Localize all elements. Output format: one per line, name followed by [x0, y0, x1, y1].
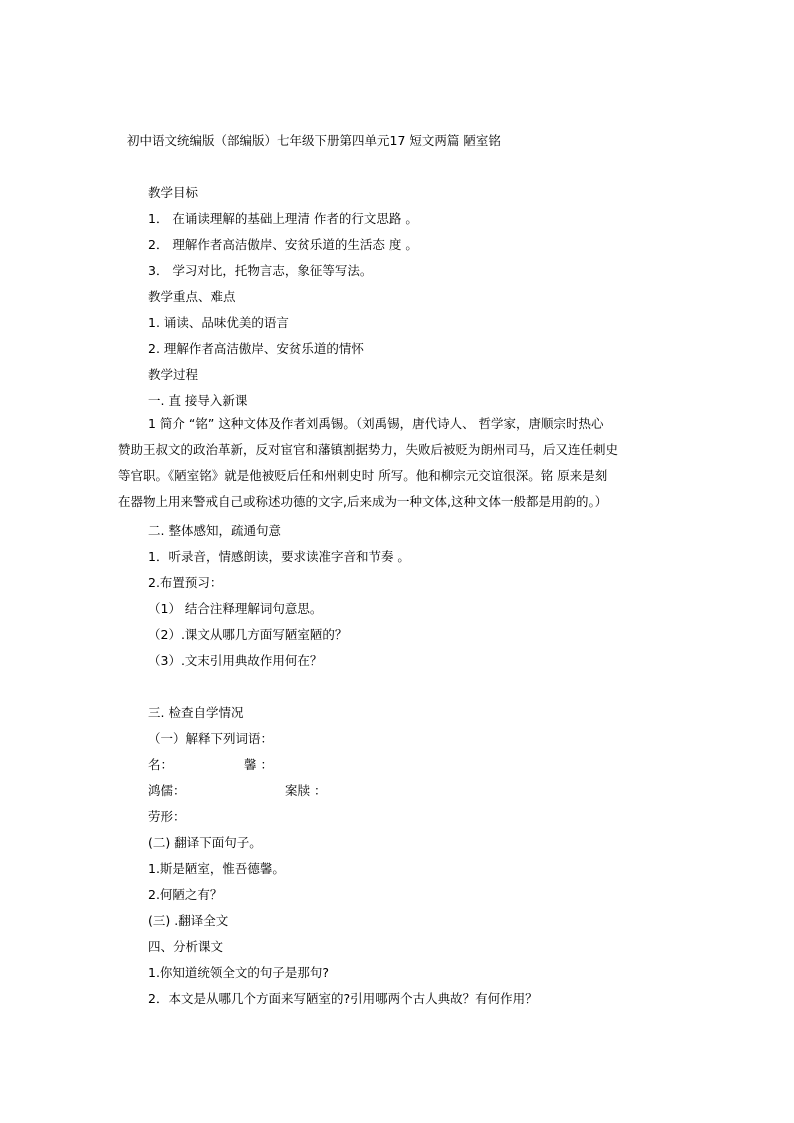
key-points-heading: 教学重点、难点: [148, 289, 236, 304]
sentence-1: 1.斯是陋室，惟吾德馨。: [148, 861, 285, 876]
step1-heading: 一. 直 接导入新课: [148, 393, 248, 408]
goal-item-3: 3． 学习对比，托物言志，象征等写法。: [148, 263, 373, 278]
term-xin: 馨 ：: [244, 757, 273, 772]
step4-heading: 四、分析课文: [148, 939, 224, 954]
key-point-1: 1. 诵读、品味优美的语言: [148, 315, 289, 330]
step4-item-2: 2．本文是从哪几个方面来写陋室的?引用哪两个古人典故？有何作用？: [148, 991, 538, 1006]
step2-subitem-2: （2）.课文从哪几方面写陋室陋的？: [148, 627, 348, 642]
intro-line: 在器物上用来警戒自己或称述功德的文字,后来成为一种文体,这种文体一般都是用韵的。）: [118, 494, 608, 509]
step4-item-1: 1.你知道统领全文的句子是那句?: [148, 965, 330, 980]
step2-item-2: 2.布置预习：: [148, 575, 223, 590]
document-title: 初中语文统编版（部编版）七年级下册第四单元17 短文两篇 陋室铭: [127, 133, 501, 148]
step3-item-1: （一）解释下列词语：: [148, 731, 274, 746]
sentence-2: 2.何陋之有？: [148, 887, 223, 902]
process-heading: 教学过程: [148, 367, 199, 382]
key-point-2: 2. 理解作者高洁傲岸、安贫乐道的情怀: [148, 341, 364, 356]
step2-subitem-3: （3）.文末引用典故作用何在？: [148, 653, 323, 668]
term-andu: 案牍 ：: [285, 783, 327, 798]
step2-subitem-1: （1） 结合注释理解词句意思。: [148, 601, 323, 616]
term-hongru: 鸿儒：: [148, 783, 186, 798]
step3-item-2: (二) 翻译下面句子。: [148, 835, 262, 850]
term-laoxing: 劳形：: [148, 809, 186, 824]
intro-paragraph: [118, 411, 698, 515]
term-ming: 名：: [148, 757, 174, 772]
intro-line: 等官职。《陋室铭》就是他被贬后任和州刺史时 所写。他和柳宗元交谊很深。铭 原来是刻: [118, 468, 608, 483]
goals-heading: 教学目标: [148, 185, 199, 200]
step3-heading: 三. 检查自学情况: [148, 705, 244, 720]
intro-line: 1 简介 “铭” 这种文体及作者刘禹锡。（刘禹锡，唐代诗人、 哲学家，唐顺宗时热心: [148, 416, 604, 431]
step2-item-1: 1．听录音，情感朗读，要求读准字音和节奏 。: [148, 549, 410, 564]
step3-item-3: (三) .翻译全文: [148, 913, 229, 928]
goal-item-1: 1． 在诵读理解的基础上理清 作者的行文思路 。: [148, 211, 418, 226]
step2-heading: 二. 整体感知，疏通句意: [148, 523, 281, 538]
goal-item-2: 2． 理解作者高洁傲岸、安贫乐道的生活态 度 。: [148, 237, 418, 252]
intro-line: 赞助王叔文的政治革新，反对宦官和藩镇割据势力，失败后被贬为朗州司马，后又连任刺史: [118, 442, 619, 457]
